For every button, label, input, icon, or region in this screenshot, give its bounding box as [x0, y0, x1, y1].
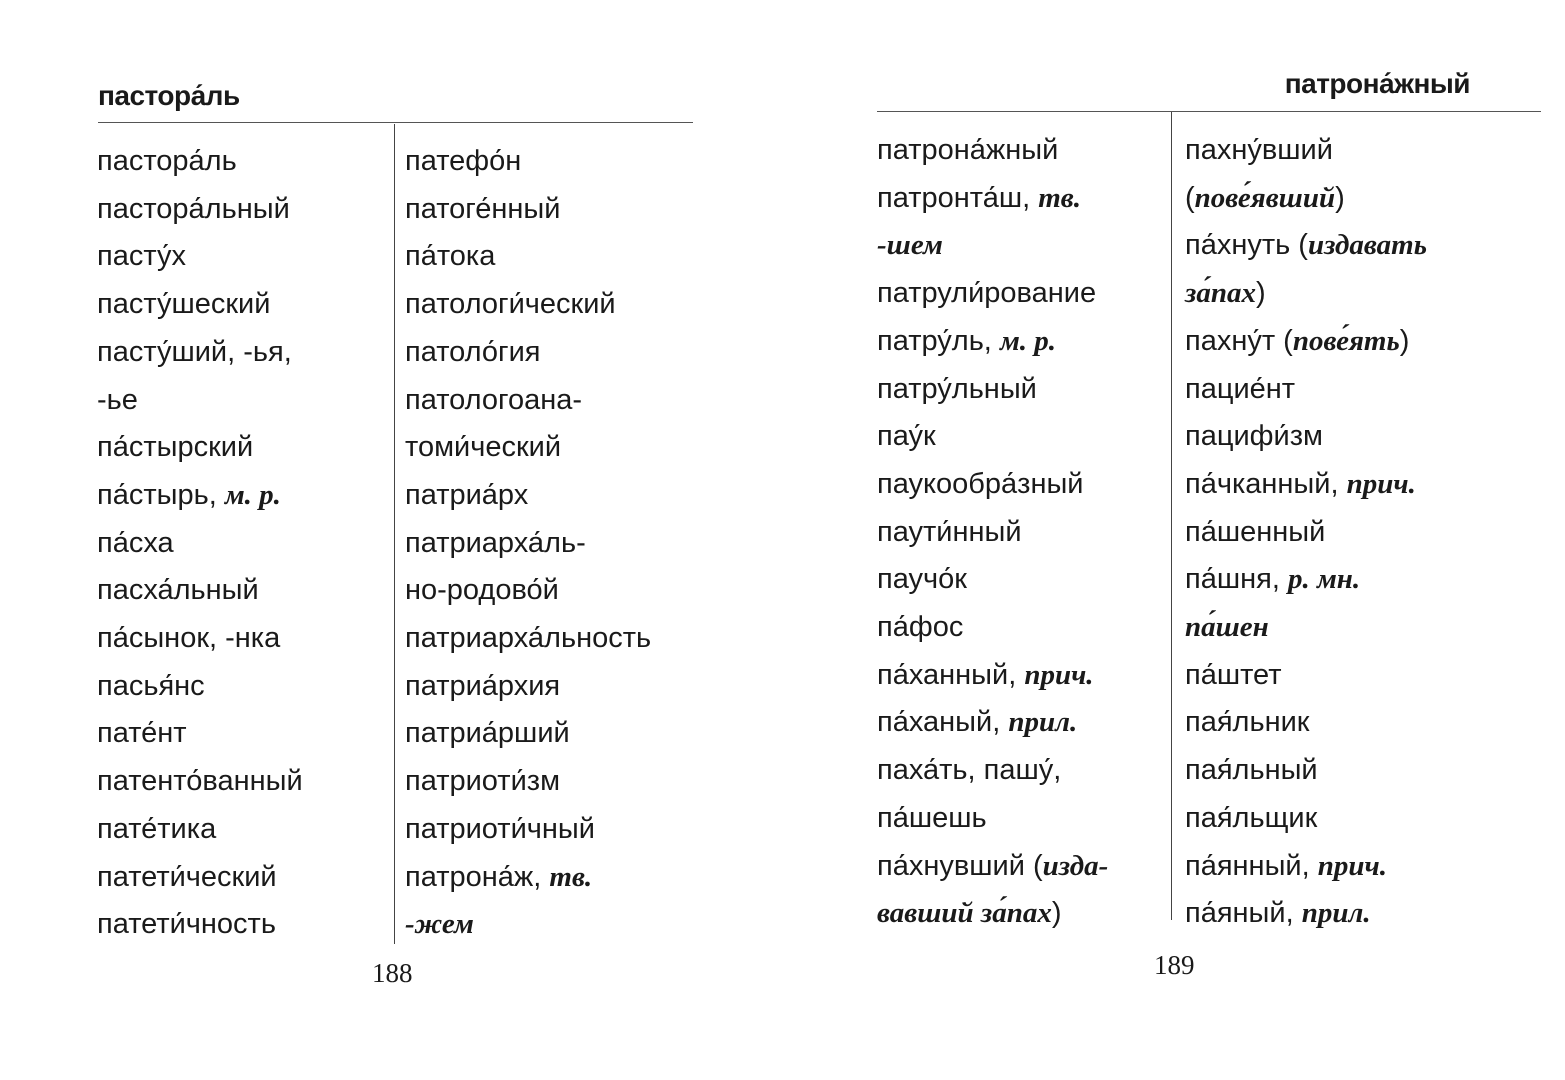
entry-word: -ье: [97, 383, 138, 416]
dictionary-entry: [877, 222, 1108, 270]
entry-word: пахну́вший: [1185, 134, 1333, 166]
dictionary-entry: [877, 890, 1108, 938]
grammar-note: пове́ять: [1292, 324, 1400, 357]
dictionary-entry: [1185, 366, 1427, 414]
entry-word: патриарха́льность: [405, 622, 652, 655]
page-number: 188: [372, 958, 413, 988]
dictionary-entry: [877, 366, 1108, 414]
grammar-note: м. р.: [224, 478, 281, 511]
entry-word: пасья́нс: [97, 669, 205, 702]
entry-word: па́ханный,: [877, 658, 1025, 691]
entry-word: патриа́рхия: [405, 669, 561, 702]
entry-tail: ): [1255, 277, 1266, 310]
dictionary-entry: [97, 806, 303, 854]
right-page: [770, 0, 1565, 1080]
column-divider: [394, 124, 395, 944]
entry-word: пасту́х: [97, 240, 186, 273]
dictionary-entry: [1185, 270, 1427, 318]
dictionary-entry: [97, 520, 303, 568]
dictionary-entry: [97, 615, 303, 663]
entry-word: (: [1185, 181, 1195, 214]
entry-word: патети́ческий: [97, 860, 277, 893]
header-rule: [877, 111, 1541, 112]
entry-word: патети́чность: [97, 908, 276, 941]
dictionary-entry: [877, 843, 1108, 891]
dictionary-entry: [1185, 843, 1427, 891]
entry-word: па́тока: [405, 240, 496, 273]
grammar-note: -шем: [877, 229, 943, 262]
entry-word: патриоти́чный: [405, 812, 595, 845]
dictionary-entry: [97, 854, 303, 902]
dictionary-entry: [405, 710, 651, 758]
dictionary-entry: [405, 854, 651, 902]
dictionary-entry: [97, 138, 303, 186]
entry-word: патрона́ж,: [405, 860, 550, 893]
entry-word: па́хнувший (: [877, 849, 1043, 882]
entry-word: па́ханый,: [877, 706, 1009, 739]
grammar-note: р. мн.: [1287, 563, 1361, 596]
dictionary-entry: [877, 318, 1108, 366]
grammar-note: изда-: [1042, 849, 1109, 882]
entry-word: па́фос: [877, 611, 964, 644]
word-column-2: [405, 138, 651, 949]
entry-word: паути́нный: [877, 515, 1022, 548]
grammar-note: вавший за́пах: [877, 897, 1052, 930]
grammar-note: за́пах: [1185, 277, 1256, 310]
dictionary-entry: [405, 663, 651, 711]
dictionary-entry: [405, 615, 651, 663]
entry-word: пау́к: [877, 420, 936, 453]
dictionary-entry: [877, 127, 1108, 175]
dictionary-entry: [877, 699, 1108, 747]
dictionary-entry: [877, 747, 1108, 795]
dictionary-entry: [405, 424, 651, 472]
dictionary-entry: [405, 281, 651, 329]
entry-word: патрона́жный: [877, 134, 1059, 166]
dictionary-entry: [405, 377, 651, 425]
entry-word: паукообра́зный: [877, 467, 1084, 500]
word-column-1: [97, 138, 303, 949]
dictionary-entry: [877, 270, 1108, 318]
dictionary-entry: [97, 472, 303, 520]
dictionary-entry: [405, 520, 651, 568]
entry-word: паха́ть, пашу́,: [877, 754, 1062, 787]
entry-word: па́сынок, -нка: [97, 622, 281, 655]
entry-word: патефо́н: [405, 145, 522, 177]
grammar-note: тв.: [549, 860, 593, 893]
dictionary-entry: [1185, 413, 1427, 461]
grammar-note: прич.: [1346, 467, 1416, 500]
grammar-note: па́шен: [1185, 611, 1269, 644]
entry-word: патриоти́зм: [405, 765, 561, 798]
entry-word: пасту́шеский: [97, 288, 271, 321]
entry-word: па́стырский: [97, 431, 254, 464]
entry-word: па́шня,: [1185, 563, 1288, 596]
dictionary-entry: [877, 413, 1108, 461]
dictionary-entry: [405, 138, 651, 186]
dictionary-entry: [97, 329, 303, 377]
entry-word: пате́тика: [97, 812, 217, 845]
grammar-note: м. р.: [999, 324, 1057, 357]
entry-word: патоге́нный: [405, 192, 561, 225]
grammar-note: прич.: [1317, 849, 1387, 882]
entry-tail: ): [1399, 324, 1410, 357]
header-rule: [98, 122, 693, 123]
dictionary-entry: [405, 806, 651, 854]
grammar-note: прил.: [1301, 897, 1371, 930]
entry-word: патологи́ческий: [405, 288, 616, 321]
entry-word: патоло́гия: [405, 335, 541, 368]
dictionary-entry: [1185, 509, 1427, 557]
column-divider: [1171, 112, 1172, 920]
entry-word: пая́льник: [1185, 706, 1310, 739]
entry-word: па́чканный,: [1185, 467, 1347, 500]
running-head: пастора́ль: [98, 80, 240, 111]
entry-word: пасха́льный: [97, 574, 259, 607]
dictionary-entry: [877, 461, 1108, 509]
entry-word: па́стырь,: [97, 478, 225, 511]
left-page: [0, 0, 770, 1080]
entry-word: паучо́к: [877, 563, 967, 596]
word-column-1: [877, 127, 1108, 938]
entry-word: па́штет: [1185, 658, 1282, 691]
entry-word: патронта́ш,: [877, 181, 1039, 214]
entry-word: па́шенный: [1185, 515, 1326, 548]
dictionary-entry: [877, 604, 1108, 652]
dictionary-entry: [405, 901, 651, 949]
grammar-note: издавать: [1307, 229, 1427, 262]
entry-word: пацие́нт: [1185, 372, 1296, 405]
entry-word: пате́нт: [97, 717, 187, 750]
dictionary-entry: [97, 281, 303, 329]
entry-word: па́хнуть (: [1185, 229, 1308, 262]
entry-word: патру́ль,: [877, 324, 1000, 357]
dictionary-entry: [97, 377, 303, 425]
dictionary-entry: [1185, 318, 1427, 366]
dictionary-entry: [877, 175, 1108, 223]
grammar-note: тв.: [1038, 181, 1081, 214]
entry-word: патриарха́ль-: [405, 526, 586, 559]
page-number: 189: [1154, 950, 1195, 980]
dictionary-entry: [97, 663, 303, 711]
entry-word: патру́льный: [877, 372, 1037, 405]
dictionary-entry: [1185, 175, 1427, 223]
entry-word: па́шешь: [877, 801, 987, 834]
dictionary-entry: [1185, 461, 1427, 509]
dictionary-entry: [405, 329, 651, 377]
dictionary-entry: [97, 758, 303, 806]
dictionary-entry: [1185, 652, 1427, 700]
dictionary-entry: [1185, 699, 1427, 747]
entry-word: патриа́рх: [405, 478, 529, 511]
dictionary-entry: [97, 424, 303, 472]
entry-word: но-родово́й: [405, 574, 559, 607]
dictionary-entry: [97, 901, 303, 949]
entry-word: патриа́рший: [405, 717, 570, 750]
dictionary-entry: [877, 652, 1108, 700]
grammar-note: прич.: [1024, 658, 1094, 691]
entry-word: па́сха: [97, 526, 174, 559]
dictionary-entry: [1185, 556, 1427, 604]
entry-word: па́яный,: [1185, 897, 1302, 930]
entry-word: патрули́рование: [877, 277, 1097, 310]
entry-tail: ): [1335, 181, 1345, 214]
dictionary-entry: [877, 795, 1108, 843]
entry-word: па́янный,: [1185, 849, 1318, 882]
entry-word: пастора́ль: [97, 145, 237, 177]
dictionary-entry: [877, 556, 1108, 604]
grammar-note: -жем: [405, 908, 474, 941]
entry-word: пастора́льный: [97, 192, 290, 225]
grammar-note: пове́явший: [1194, 181, 1336, 214]
dictionary-entry: [405, 472, 651, 520]
entry-word: томи́ческий: [405, 431, 562, 464]
entry-word: пая́льный: [1185, 754, 1318, 787]
dictionary-entry: [1185, 795, 1427, 843]
dictionary-entry: [405, 186, 651, 234]
dictionary-entry: [877, 509, 1108, 557]
running-head: патрона́жный: [1284, 68, 1470, 99]
dictionary-entry: [97, 567, 303, 615]
dictionary-entry: [405, 233, 651, 281]
dictionary-entry: [1185, 747, 1427, 795]
dictionary-entry: [1185, 127, 1427, 175]
dictionary-entry: [97, 186, 303, 234]
dictionary-entry: [1185, 604, 1427, 652]
dictionary-entry: [1185, 890, 1427, 938]
dictionary-entry: [97, 233, 303, 281]
entry-word: пацифи́зм: [1185, 420, 1323, 453]
grammar-note: прил.: [1008, 706, 1078, 739]
entry-word: патологоана-: [405, 383, 583, 416]
dictionary-entry: [1185, 222, 1427, 270]
entry-word: пахну́т (: [1185, 324, 1293, 357]
entry-word: пасту́ший, -ья,: [97, 335, 292, 368]
entry-tail: ): [1051, 897, 1062, 930]
word-column-2: [1185, 127, 1427, 938]
entry-word: патенто́ванный: [97, 765, 303, 798]
dictionary-entry: [405, 567, 651, 615]
entry-word: пая́льщик: [1185, 801, 1318, 834]
dictionary-entry: [97, 710, 303, 758]
dictionary-entry: [405, 758, 651, 806]
